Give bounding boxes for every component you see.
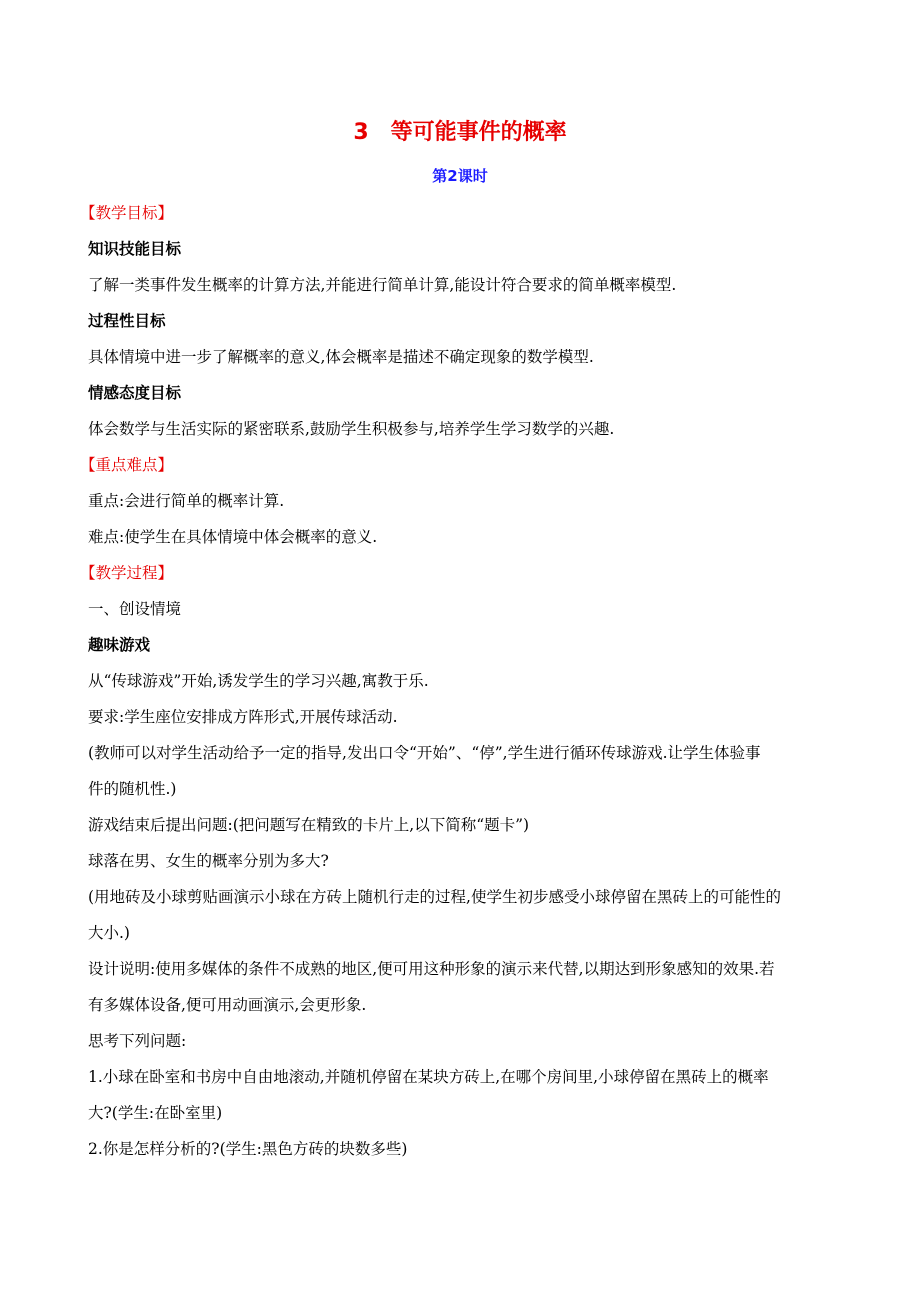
step-one-label: 一、创设情境 xyxy=(88,600,182,618)
document-title: 3 等可能事件的概率 xyxy=(353,120,567,145)
question-one-line2: 大?(学生:在卧室里) xyxy=(88,1104,223,1122)
paragraph-game-intro: 从“传球游戏”开始,诱发学生的学习兴趣,寓教于乐. xyxy=(88,672,429,690)
paragraph-teacher-note-line2: 件的随机性.) xyxy=(88,780,177,798)
heading-fun-game: 趣味游戏 xyxy=(88,636,151,654)
paragraph-after-game: 游戏结束后提出问题:(把问题写在精致的卡片上,以下简称“题卡”) xyxy=(88,816,530,834)
paragraph-demo-line2: 大小.) xyxy=(88,924,130,942)
paragraph-design-line1: 设计说明:使用多媒体的条件不成熟的地区,便可用这种形象的演示来代替,以期达到形象感知的效果.若 xyxy=(88,960,775,978)
paragraph-emotion: 体会数学与生活实际的紧密联系,鼓励学生积极参与,培养学生学习数学的兴趣. xyxy=(88,420,615,438)
paragraph-demo-line1: (用地砖及小球剪贴画演示小球在方砖上随机行走的过程,使学生初步感受小球停留在黑砖上的可能性的 xyxy=(88,888,781,906)
section-heading-key-points: 【重点难点】 xyxy=(80,456,174,474)
paragraph-teacher-note-line1: (教师可以对学生活动给予一定的指导,发出口令“开始”、“停”,学生进行循环传球游戏.让学生体验事 xyxy=(88,744,761,762)
paragraph-key-point: 重点:会进行简单的概率计算. xyxy=(88,492,285,510)
question-two: 2.你是怎样分析的?(学生:黑色方砖的块数多些) xyxy=(88,1140,408,1158)
paragraph-knowledge: 了解一类事件发生概率的计算方法,并能进行简单计算,能设计符合要求的简单概率模型. xyxy=(88,276,677,294)
paragraph-difficult-point: 难点:使学生在具体情境中体会概率的意义. xyxy=(88,528,378,546)
paragraph-ball-question: 球落在男、女生的概率分别为多大? xyxy=(88,852,329,870)
section-heading-process: 【教学过程】 xyxy=(80,564,174,582)
heading-process-goals: 过程性目标 xyxy=(88,312,166,330)
paragraph-process: 具体情境中进一步了解概率的意义,体会概率是描述不确定现象的数学模型. xyxy=(88,348,594,366)
question-one-line1: 1.小球在卧室和书房中自由地滚动,并随机停留在某块方砖上,在哪个房间里,小球停留在黑砖上的概率 xyxy=(88,1068,769,1086)
section-heading-goals: 【教学目标】 xyxy=(80,204,174,222)
paragraph-design-line2: 有多媒体设备,便可用动画演示,会更形象. xyxy=(88,996,367,1014)
paragraph-think: 思考下列问题: xyxy=(88,1032,187,1050)
lesson-subtitle: 第2课时 xyxy=(432,167,488,185)
heading-emotion-goals: 情感态度目标 xyxy=(88,384,182,402)
heading-knowledge-goals: 知识技能目标 xyxy=(88,240,182,258)
paragraph-requirement: 要求:学生座位安排成方阵形式,开展传球活动. xyxy=(88,708,398,726)
